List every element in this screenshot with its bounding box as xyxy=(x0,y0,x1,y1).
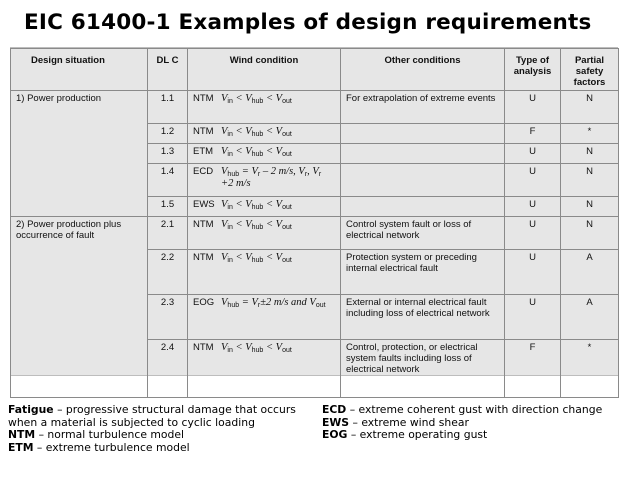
wind-model-code: NTM xyxy=(193,342,214,353)
legend-term: ETM xyxy=(8,440,34,454)
dlc-cell: 2.1 xyxy=(148,217,188,250)
legend-definition: – extreme wind shear xyxy=(349,415,469,429)
dlc-cell: 2.4 xyxy=(148,340,188,398)
legend-term: NTM xyxy=(8,428,36,441)
legend-eog xyxy=(322,429,602,442)
wind-condition-text: $V_{hub} = V_r - 2$ m/s, $V_r$, $V_r +2$ m/s xyxy=(221,166,322,189)
design-situation-cell: 2) Power production plus occurrence of fault xyxy=(11,217,148,398)
wind-condition-cell xyxy=(188,197,341,217)
wind-condition-text: $V_{in} < V_{hub} < V_{out}$ xyxy=(221,126,292,138)
safety-factor-cell: N xyxy=(561,164,619,197)
analysis-type-cell: U xyxy=(505,217,561,250)
legend-term: ECD xyxy=(322,403,347,416)
other-conditions-cell: Protection system or preceding internal electrical fault xyxy=(341,250,505,295)
header-type-of-analysis: Type of analysis xyxy=(505,49,561,91)
wind-condition-cell xyxy=(188,124,341,144)
legend-definition: – extreme coherent gust with direction change xyxy=(346,403,603,416)
dlc-cell: 1.1 xyxy=(148,91,188,124)
header-other-conditions: Other conditions xyxy=(341,49,505,91)
legend-etm xyxy=(8,442,296,455)
analysis-type-cell: U xyxy=(505,197,561,217)
table-row xyxy=(11,91,619,124)
analysis-type-cell: U xyxy=(505,91,561,124)
legend-term: EOG xyxy=(322,428,348,441)
other-conditions-cell: Control system fault or loss of electrical network xyxy=(341,217,505,250)
other-conditions-cell xyxy=(341,144,505,164)
wind-condition-cell xyxy=(188,340,341,398)
legend-term: Fatigue xyxy=(8,403,54,416)
dlc-cell: 1.5 xyxy=(148,197,188,217)
analysis-type-cell: U xyxy=(505,144,561,164)
dlc-cell: 2.2 xyxy=(148,250,188,295)
wind-model-code: EOG xyxy=(193,297,215,308)
dlc-cell: 2.3 xyxy=(148,295,188,340)
other-conditions-cell xyxy=(341,164,505,197)
legend-definition: – extreme operating gust xyxy=(347,428,488,441)
safety-factor-cell: * xyxy=(561,340,619,398)
safety-factor-cell: * xyxy=(561,124,619,144)
legend-definition: – extreme turbulence model xyxy=(33,440,190,454)
wind-condition-cell xyxy=(188,144,341,164)
table-header-row xyxy=(11,49,619,91)
legend-definition: – normal turbulence model xyxy=(35,428,185,441)
design-requirements-table xyxy=(10,48,619,398)
other-conditions-cell: External or internal electrical fault including loss of electrical network xyxy=(341,295,505,340)
dlc-cell: 1.4 xyxy=(148,164,188,197)
safety-factor-cell: N xyxy=(561,197,619,217)
analysis-type-cell: U xyxy=(505,250,561,295)
safety-factor-cell: N xyxy=(561,144,619,164)
analysis-type-cell: F xyxy=(505,124,561,144)
header-wind-condition: Wind condition xyxy=(188,49,341,91)
wind-model-code: NTM xyxy=(193,252,214,263)
legend-left xyxy=(8,404,296,454)
wind-condition-cell xyxy=(188,217,341,250)
safety-factor-cell: A xyxy=(561,250,619,295)
safety-factor-cell: A xyxy=(561,295,619,340)
wind-condition-cell xyxy=(188,164,341,197)
header-design-situation: Design situation xyxy=(11,49,148,91)
wind-condition-text: $V_{in} < V_{hub} < V_{out}$ xyxy=(221,93,292,105)
wind-model-code: ECD xyxy=(193,166,214,177)
wind-model-code: NTM xyxy=(193,219,214,230)
analysis-type-cell: U xyxy=(505,295,561,340)
design-requirements-table-container xyxy=(10,47,618,376)
wind-condition-text: $V_{hub} = V_r\pm 2$ m/s and $V_{out}$ xyxy=(221,297,326,309)
dlc-cell: 1.2 xyxy=(148,124,188,144)
analysis-type-cell: U xyxy=(505,164,561,197)
safety-factor-cell: N xyxy=(561,91,619,124)
wind-model-code: NTM xyxy=(193,126,214,137)
other-conditions-cell xyxy=(341,124,505,144)
other-conditions-cell xyxy=(341,197,505,217)
header-dlc: DL C xyxy=(148,49,188,91)
wind-condition-text: $V_{in} < V_{hub} < V_{out}$ xyxy=(221,199,292,211)
legend-fatigue-cont: when a material is subjected to cyclic loading xyxy=(8,415,255,429)
safety-factor-cell: N xyxy=(561,217,619,250)
wind-condition-cell xyxy=(188,91,341,124)
legend-term: EWS xyxy=(322,415,350,429)
design-situation-cell: 1) Power production xyxy=(11,91,148,217)
wind-condition-text: $V_{in} < V_{hub} < V_{out}$ xyxy=(221,146,292,158)
legend-right xyxy=(322,404,602,442)
wind-condition-text: $V_{in} < V_{hub} < V_{out}$ xyxy=(221,252,292,264)
wind-model-code: NTM xyxy=(193,93,214,104)
analysis-type-cell: F xyxy=(505,340,561,398)
header-partial-safety-factors: Partial safety factors xyxy=(561,49,619,91)
wind-model-code: ETM xyxy=(193,146,214,157)
legend-definition: – progressive structural damage that occurs xyxy=(53,403,296,416)
page-title: EIC 61400-1 Examples of design requirements xyxy=(24,10,592,35)
wind-condition-text: $V_{in} < V_{hub} < V_{out}$ xyxy=(221,342,292,354)
wind-condition-text: $V_{in} < V_{hub} < V_{out}$ xyxy=(221,219,292,231)
wind-model-code: EWS xyxy=(193,199,215,210)
wind-condition-cell xyxy=(188,250,341,295)
legend-fatigue xyxy=(8,404,296,417)
wind-condition-cell xyxy=(188,295,341,340)
dlc-cell: 1.3 xyxy=(148,144,188,164)
table-row xyxy=(11,217,619,250)
other-conditions-cell: Control, protection, or electrical system faults including loss of electrical network xyxy=(341,340,505,398)
other-conditions-cell: For extrapolation of extreme events xyxy=(341,91,505,124)
